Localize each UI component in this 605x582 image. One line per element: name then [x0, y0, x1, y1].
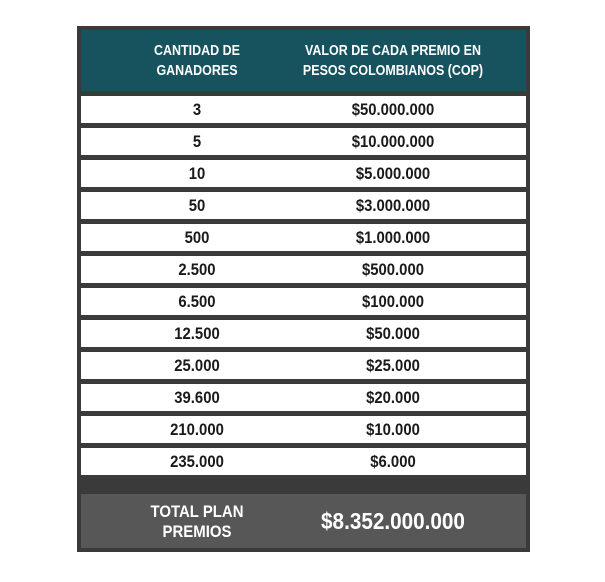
total-label-line2: PREMIOS — [162, 522, 232, 541]
prize-value-cell: $1.000.000 — [355, 228, 431, 247]
prize-value-cell: $500.000 — [362, 260, 424, 279]
winners-cell: 3 — [192, 100, 202, 119]
prize-value-cell: $5.000.000 — [355, 164, 431, 183]
prize-value-cell: $6.000 — [370, 452, 416, 471]
table-row — [81, 160, 526, 187]
winners-cell: 210.000 — [170, 420, 224, 439]
prize-value-cell: $10.000 — [366, 420, 420, 439]
header-prize-value — [279, 41, 506, 81]
table-row — [81, 224, 526, 251]
table-row — [81, 192, 526, 219]
table-row — [81, 416, 526, 443]
total-label — [139, 502, 255, 542]
prize-value-cell: $50.000.000 — [351, 100, 435, 119]
table-row — [81, 256, 526, 283]
header-winners-line1: CANTIDAD DE — [154, 42, 240, 59]
prize-value-cell: $3.000.000 — [355, 196, 431, 215]
header-winners-line2: GANADORES — [156, 62, 238, 79]
prize-table — [77, 26, 530, 552]
total-value: $8.352.000.000 — [321, 508, 465, 534]
winners-cell: 235.000 — [170, 452, 224, 471]
table-row — [81, 352, 526, 379]
winners-cell: 39.600 — [174, 388, 220, 407]
table-row — [81, 320, 526, 347]
table-row — [81, 96, 526, 123]
prize-value-cell: $25.000 — [366, 356, 420, 375]
winners-cell: 2.500 — [178, 260, 216, 279]
winners-cell: 500 — [184, 228, 210, 247]
winners-cell: 50 — [188, 196, 206, 215]
winners-cell: 6.500 — [178, 292, 216, 311]
table-row — [81, 384, 526, 411]
prize-value-cell: $20.000 — [366, 388, 420, 407]
prize-value-cell: $10.000.000 — [351, 132, 435, 151]
table-header — [81, 30, 526, 91]
total-label-line1: TOTAL PLAN — [150, 502, 244, 521]
winners-cell: 10 — [188, 164, 206, 183]
header-value-line1: VALOR DE CADA PREMIO EN — [305, 42, 481, 59]
table-row — [81, 128, 526, 155]
prize-value-cell: $50.000 — [366, 324, 420, 343]
prize-value-cell: $100.000 — [362, 292, 424, 311]
table-footer-total — [81, 494, 526, 548]
winners-cell: 25.000 — [174, 356, 220, 375]
table-body — [81, 96, 526, 480]
winners-cell: 5 — [192, 132, 202, 151]
table-row — [81, 288, 526, 315]
winners-cell: 12.500 — [174, 324, 220, 343]
header-value-line2: PESOS COLOMBIANOS (COP) — [302, 62, 484, 79]
header-winners-count — [140, 41, 254, 81]
table-row — [81, 448, 526, 475]
